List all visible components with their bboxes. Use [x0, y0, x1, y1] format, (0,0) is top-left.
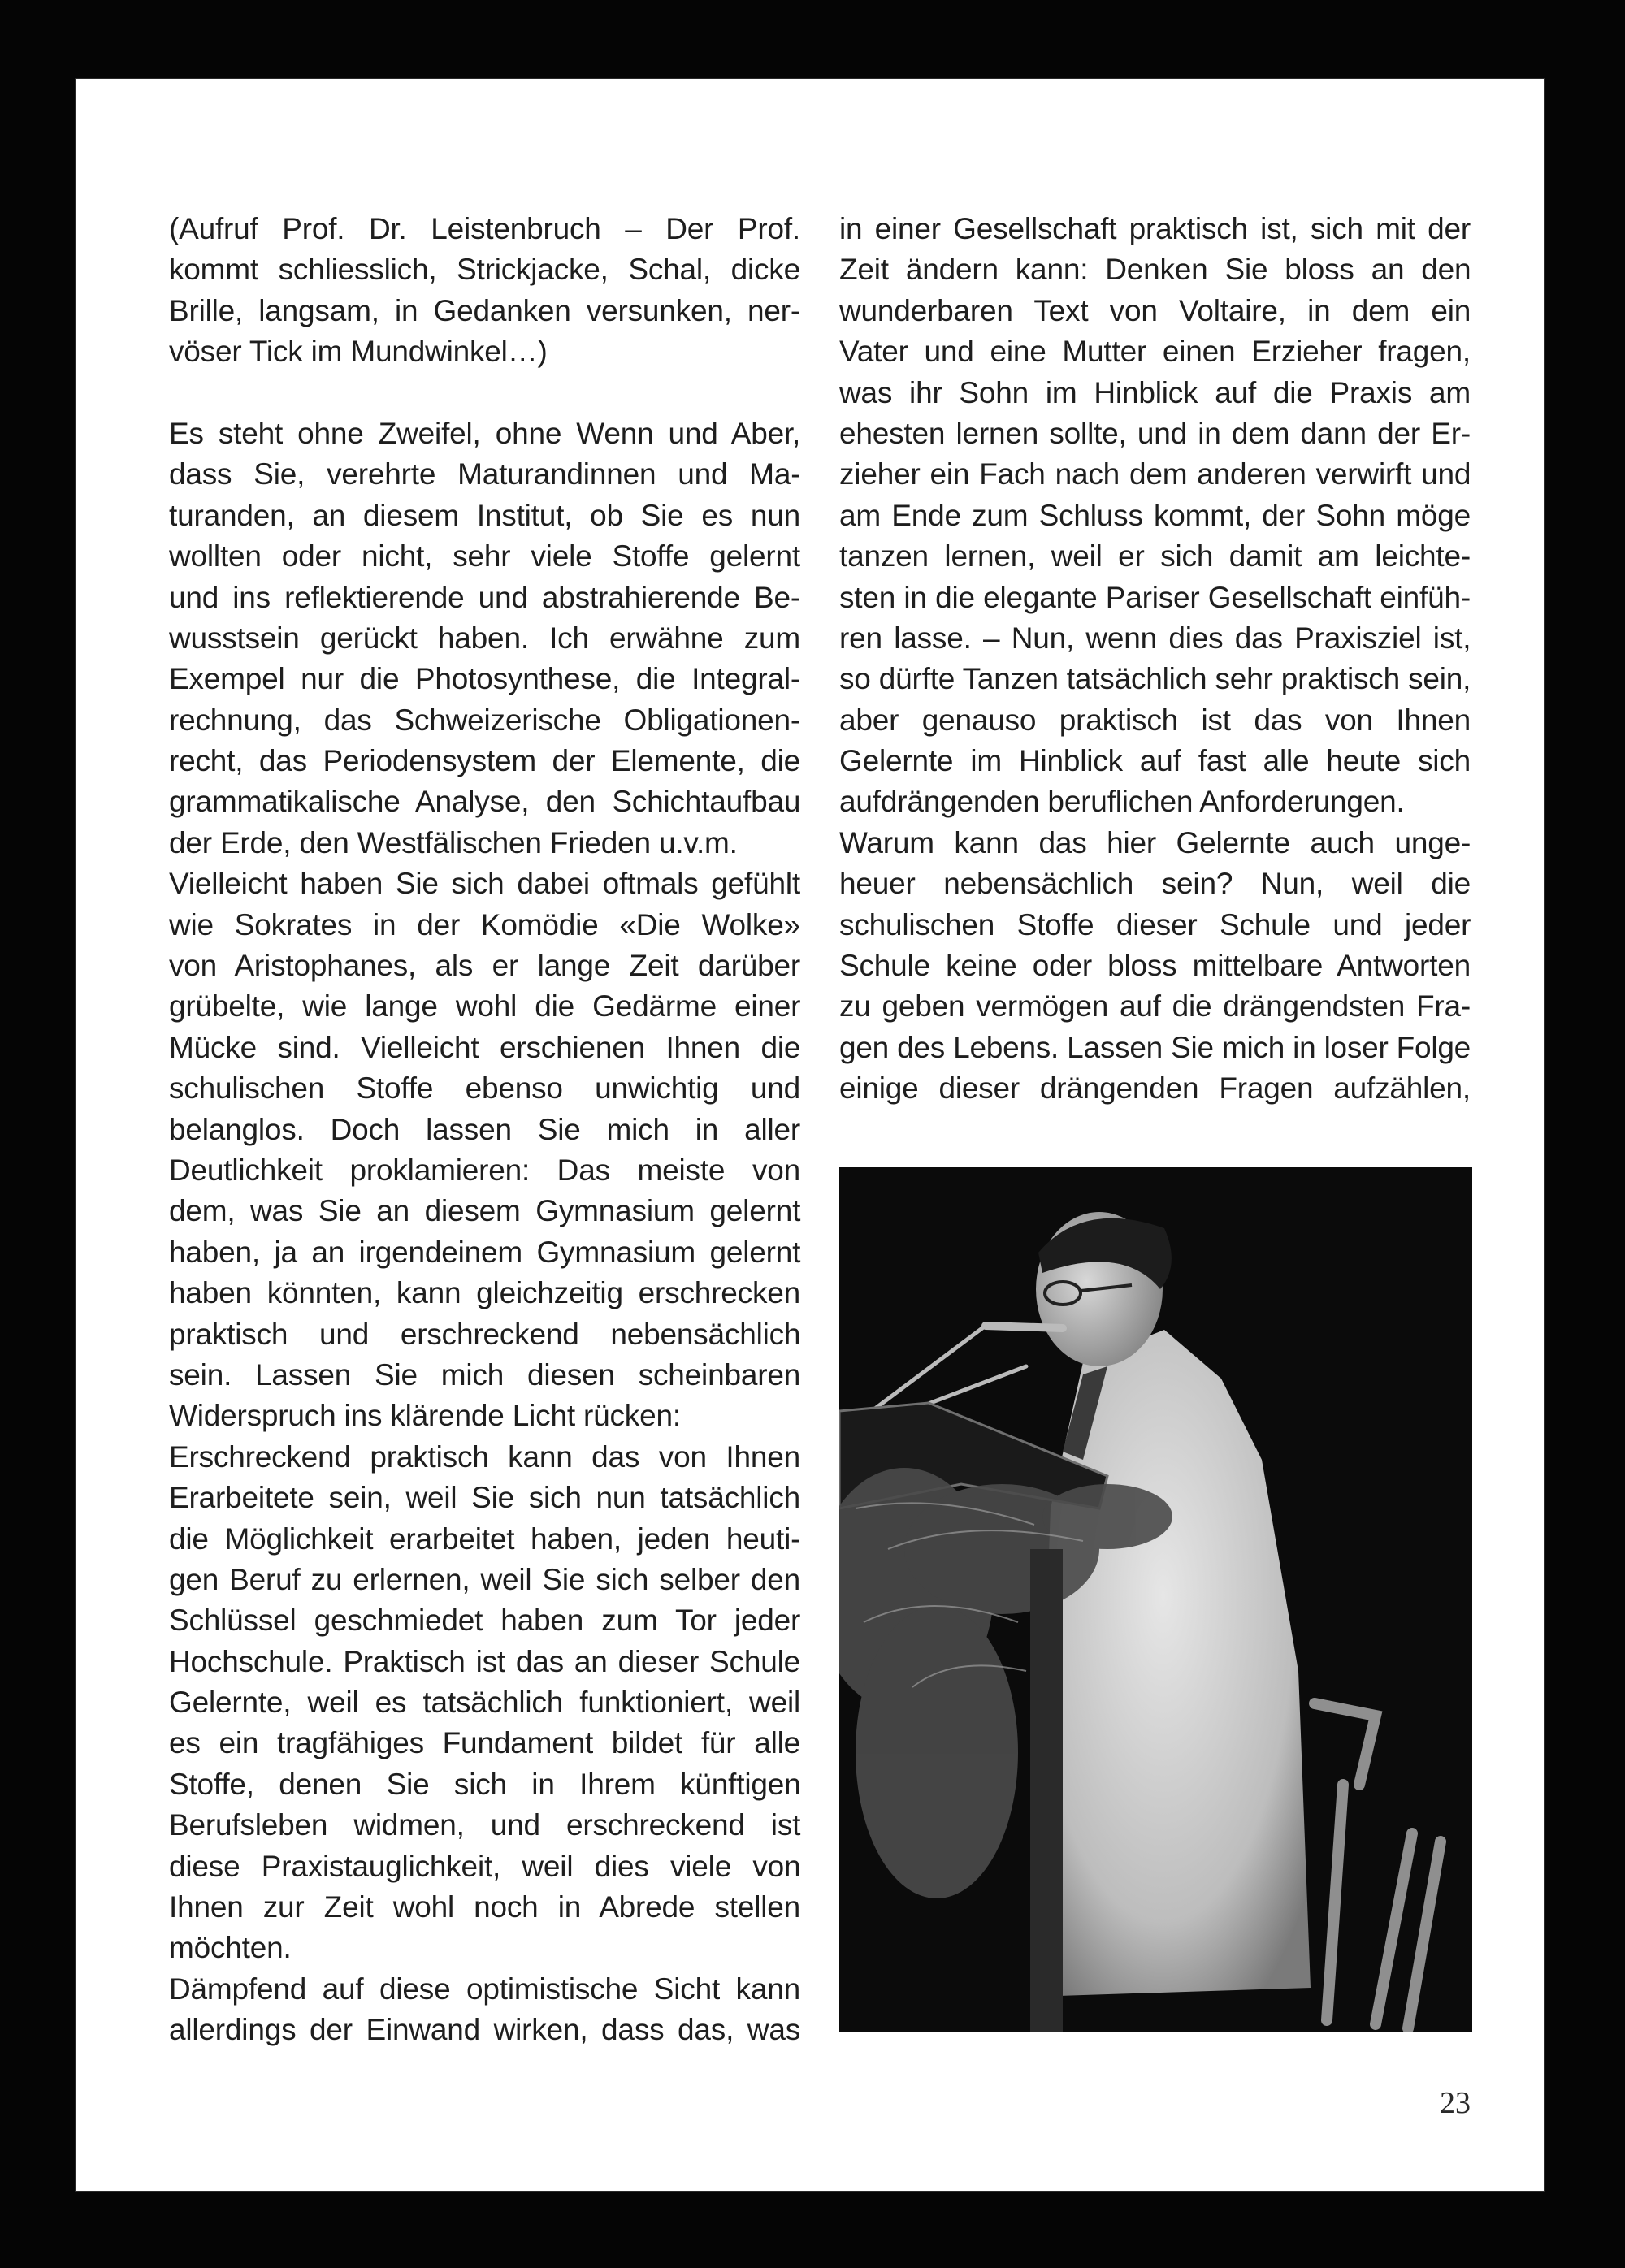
text-line: dass Sie, verehrte Maturandinnen und Ma- [169, 457, 801, 491]
text-line: diese Praxistauglichkeit, weil dies viele von [169, 1849, 801, 1883]
text-line: Es steht ohne Zweifel, ohne Wenn und Aber, [169, 416, 801, 450]
paragraph [169, 413, 800, 863]
text-line: was ihr Sohn im Hinblick auf die Praxis am [839, 375, 1471, 409]
text-line: gen Beruf zu erlernen, weil Sie sich selber den [169, 1562, 800, 1596]
text-line: Gelernte, weil es tatsächlich funktioniert, weil [169, 1686, 800, 1720]
text-line: kommt schliesslich, Strickjacke, Schal, dicke [169, 253, 800, 287]
text-line: sein. Lassen Sie mich diesen scheinbaren [169, 1357, 801, 1392]
text-line: ren lasse. – Nun, wenn dies das Praxisziel ist, [839, 621, 1471, 655]
text-line: schulischen Stoffe dieser Schule und jeder [839, 907, 1471, 941]
text-line: praktisch und erschreckend nebensächlich [169, 1317, 801, 1351]
text-line: die Möglichkeit erarbeitet haben, jeden heuti- [169, 1521, 801, 1556]
text-line: zieher ein Fach nach dem anderen verwirft und [839, 457, 1471, 491]
text-line: sten in die elegante Pariser Gesellschaft einfüh- [839, 580, 1471, 614]
text-line: heuer nebensächlich sein? Nun, weil die [839, 867, 1471, 901]
text-line: wie Sokrates in der Komödie «Die Wolke» [169, 907, 800, 941]
text-line: ehesten lernen sollte, und in dem dann der Er- [839, 416, 1471, 450]
text-line: dem, was Sie an diesem Gymnasium gelernt [169, 1194, 801, 1228]
text-line: Dämpfend auf diese optimistische Sicht kann [169, 1972, 800, 2006]
text-line: Schlüssel geschmiedet haben zum Tor jeder [169, 1604, 801, 1638]
document-page [76, 79, 1544, 2191]
text-line: von Aristophanes, als er lange Zeit darüber [169, 949, 800, 983]
text-line: so dürfte Tanzen tatsächlich sehr praktisch sein, [839, 662, 1471, 696]
text-line: Gelernte im Hinblick auf fast alle heute sich [839, 744, 1471, 778]
paragraph [169, 1969, 800, 2051]
text-line: Warum kann das hier Gelernte auch unge- [839, 825, 1471, 859]
paragraph [169, 863, 800, 1436]
text-line: wollten oder nicht, sehr viele Stoffe gelernt [169, 539, 800, 573]
text-line: Stoffe, denen Sie sich in Ihrem künftigen [169, 1767, 801, 1801]
text-line: belanglos. Doch lassen Sie mich in aller [169, 1112, 801, 1146]
text-line: Schule keine oder bloss mittelbare Antworten [839, 949, 1471, 983]
text-line: Vater und eine Mutter einen Erzieher fragen, [839, 335, 1471, 369]
text-line: zu geben vermögen auf die drängendsten Fra- [839, 989, 1471, 1024]
text-line: Erarbeitete sein, weil Sie sich nun tatsächlich [169, 1481, 800, 1515]
text-line: (Aufruf Prof. Dr. Leistenbruch – Der Prof. [169, 212, 800, 245]
text-line: gen des Lebens. Lassen Sie mich in loser Folge [839, 1030, 1471, 1064]
text-line: haben, ja an irgendeinem Gymnasium gelernt [169, 1235, 801, 1269]
text-line: aber genauso praktisch ist das von Ihnen [839, 703, 1471, 737]
text-line: Exempel nur die Photosynthese, die Integral- [169, 662, 800, 696]
photo-image-icon [839, 1167, 1472, 2032]
speaker-photo [839, 1167, 1472, 2032]
text-line: tanzen lernen, weil er sich damit am leichte- [839, 539, 1471, 573]
paragraph [839, 209, 1471, 823]
text-line: einige dieser drängenden Fragen aufzählen, [839, 1071, 1471, 1106]
text-line: schulischen Stoffe ebenso unwichtig und [169, 1071, 801, 1106]
text-line: aufdrängenden beruflichen Anforderungen. [839, 785, 1405, 819]
paragraph [839, 823, 1471, 1110]
text-line: Mücke sind. Vielleicht erschienen Ihnen die [169, 1030, 801, 1064]
text-line: in einer Gesellschaft praktisch ist, sich mit der [839, 212, 1471, 245]
text-line: grübelte, wie lange wohl die Gedärme einer [169, 989, 801, 1024]
text-line: und ins reflektierende und abstrahierende Be- [169, 580, 800, 614]
text-line: Zeit ändern kann: Denken Sie bloss an den [839, 253, 1471, 287]
text-line: wunderbaren Text von Voltaire, in dem ein [839, 293, 1471, 327]
text-line: am Ende zum Schluss kommt, der Sohn möge [839, 498, 1471, 532]
text-line: Berufsleben widmen, und erschreckend ist [169, 1808, 801, 1842]
text-line: haben könnten, kann gleichzeitig erschrecken [169, 1276, 800, 1310]
paragraph [169, 1437, 800, 1969]
text-line: recht, das Periodensystem der Elemente, die [169, 744, 800, 778]
text-line: vöser Tick im Mundwinkel…) [169, 335, 548, 369]
text-line: Brille, langsam, in Gedanken versunken, ner- [169, 293, 800, 327]
text-line: Hochschule. Praktisch ist das an dieser Schule [169, 1644, 800, 1678]
text-line: möchten. [169, 1931, 292, 1965]
text-line: Erschreckend praktisch kann das von Ihnen [169, 1439, 800, 1474]
text-line: Vielleicht haben Sie sich dabei oftmals gefühlt [169, 867, 800, 901]
text-column-right [839, 209, 1471, 1110]
text-line: der Erde, den Westfälischen Frieden u.v.m. [169, 825, 738, 859]
text-line: rechnung, das Schweizerische Obligationen- [169, 703, 800, 737]
text-line: wusstsein gerückt haben. Ich erwähne zum [169, 621, 800, 655]
paragraph [169, 209, 800, 373]
text-line: grammatikalische Analyse, den Schichtaufbau [169, 785, 801, 819]
text-line: es ein tragfähiges Fundament bildet für alle [169, 1726, 800, 1760]
text-column-left [169, 209, 800, 2051]
text-line: Ihnen zur Zeit wohl noch in Abrede stellen [169, 1890, 800, 1924]
text-line: Deutlichkeit proklamieren: Das meiste von [169, 1153, 800, 1187]
page-number: 23 [1440, 2086, 1471, 2120]
text-line: allerdings der Einwand wirken, dass das, was [169, 2013, 800, 2047]
text-line: Widerspruch ins klärende Licht rücken: [169, 1399, 681, 1433]
text-line: turanden, an diesem Institut, ob Sie es nun [169, 498, 800, 532]
paragraph-spacer [169, 373, 800, 413]
